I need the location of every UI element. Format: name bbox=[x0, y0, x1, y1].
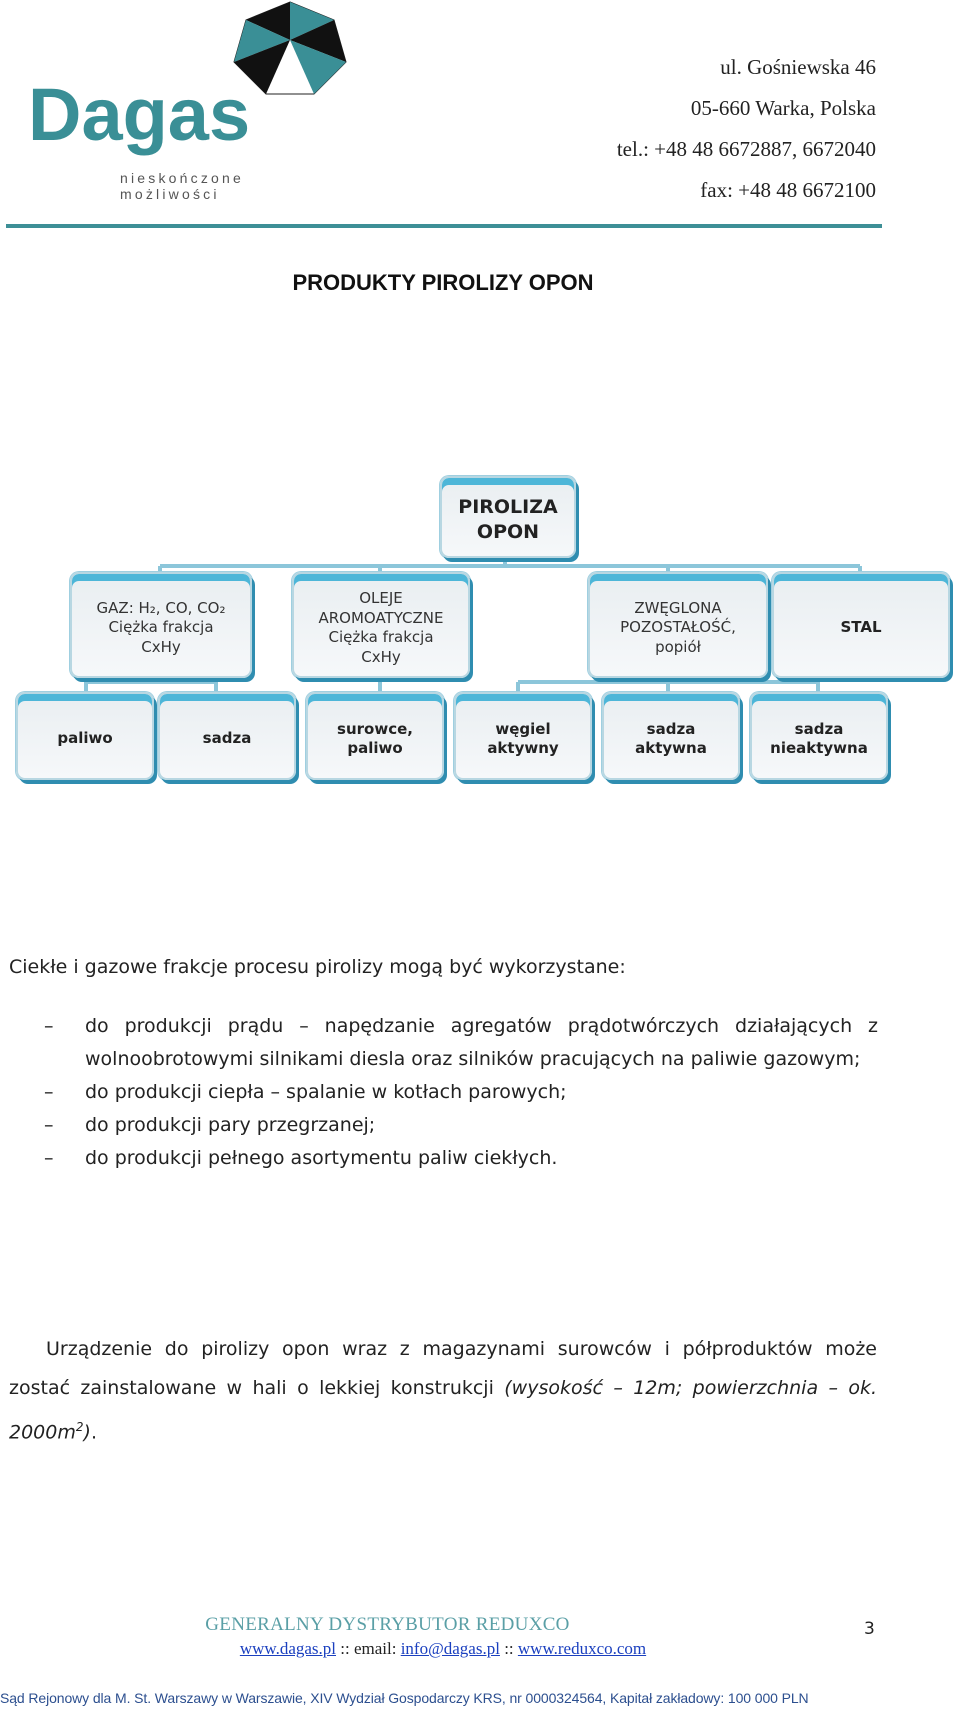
node-label: paliwo bbox=[57, 729, 113, 748]
diagram-node-paliwo bbox=[16, 692, 154, 780]
list-dash: – bbox=[44, 1147, 54, 1169]
diagram-node-sadza bbox=[158, 692, 296, 780]
node-label: GAZ: H₂, CO, CO₂ bbox=[96, 598, 226, 617]
paragraph-italic-end: ) bbox=[83, 1421, 91, 1444]
list-item bbox=[44, 1109, 878, 1142]
address-phone: tel.: +48 48 6672887, 6672040 bbox=[616, 137, 876, 161]
superscript: 2 bbox=[75, 1420, 84, 1434]
header-divider bbox=[6, 224, 882, 228]
node-label: nieaktywna bbox=[770, 739, 868, 757]
node-label: CxHy bbox=[361, 647, 401, 666]
address-street: ul. Gośniewska 46 bbox=[720, 55, 876, 79]
diagram-node-oleje bbox=[292, 572, 470, 678]
list-dash: – bbox=[44, 1114, 54, 1136]
list-item-text: do produkcji prądu – napędzanie agregatów prądotwórczych działających z wolnoobrotowymi silnikami diesla oraz silników pracujących na paliwie gazowym; bbox=[85, 1015, 878, 1070]
list-item-text: do produkcji ciepła – spalanie w kotłach parowych; bbox=[85, 1081, 567, 1103]
node-label: Ciężka frakcja bbox=[108, 618, 214, 637]
email-link[interactable]: info@dagas.pl bbox=[400, 1639, 500, 1658]
company-logo bbox=[28, 0, 348, 200]
node-label: OLEJE bbox=[359, 589, 403, 607]
diagram-node-piroliza-opon bbox=[440, 476, 576, 558]
list-item bbox=[44, 1142, 878, 1175]
diagram-node-surowce bbox=[306, 692, 444, 780]
address-fax: fax: +48 48 6672100 bbox=[700, 178, 876, 202]
list-item-text: do produkcji pary przegrzanej; bbox=[85, 1114, 376, 1136]
website-link[interactable]: www.dagas.pl bbox=[239, 1639, 337, 1658]
list-dash: – bbox=[44, 1081, 54, 1103]
diagram-node-wegiel bbox=[454, 692, 592, 780]
reduxco-link[interactable]: www.reduxco.com bbox=[517, 1639, 647, 1658]
diagram-node-stal bbox=[772, 572, 950, 678]
diagram-node-sadza-aktywna bbox=[602, 692, 740, 780]
list-dash: – bbox=[44, 1015, 54, 1037]
footer-title: GENERALNY DYSTRYBUTOR REDUXCO bbox=[205, 1614, 570, 1635]
node-label: aktywny bbox=[487, 739, 559, 757]
list-item bbox=[44, 1076, 878, 1109]
diagram-node-sadza-nieaktywna bbox=[750, 692, 888, 780]
legal-notice: Sąd Rejonowy dla M. St. Warszawy w Warszawie, XIV Wydział Gospodarczy KRS, nr 0000324564, Kapitał zakładowy: 100 000 PLN bbox=[0, 1690, 809, 1706]
logo-wordmark: Dagas bbox=[28, 73, 251, 156]
list-item-text: do produkcji pełnego asortymentu paliw ciekłych. bbox=[85, 1147, 558, 1169]
company-address bbox=[617, 52, 876, 216]
node-label: sadza bbox=[646, 719, 696, 738]
page-title: PRODUKTY PIROLIZY OPON bbox=[292, 270, 594, 295]
list-item bbox=[44, 1010, 878, 1076]
node-label: aktywna bbox=[635, 739, 707, 757]
installation-paragraph bbox=[9, 1330, 877, 1452]
node-label: STAL bbox=[840, 618, 882, 637]
logo-tagline: nieskończone możliwości bbox=[120, 170, 245, 202]
node-label: popiół bbox=[655, 637, 701, 656]
node-label: Ciężka frakcja bbox=[328, 628, 434, 646]
node-label: PIROLIZA OPON bbox=[458, 496, 558, 543]
node-label: surowce, bbox=[337, 719, 413, 738]
diagram-node-zweglona bbox=[588, 572, 768, 678]
footer-separator: :: bbox=[499, 1639, 518, 1658]
node-label: CxHy bbox=[141, 637, 181, 656]
paragraph-end: . bbox=[90, 1421, 97, 1444]
paragraph-text: Urządzenie do pirolizy opon wraz z magazynami surowców i półproduktów może zostać zainstalowane w hali o lekkiej konstrukcji bbox=[9, 1338, 877, 1399]
footer-separator: :: email: bbox=[336, 1639, 401, 1658]
node-label: paliwo bbox=[347, 739, 403, 757]
address-city: 05-660 Warka, Polska bbox=[690, 96, 876, 120]
intro-paragraph: Ciekłe i gazowe frakcje procesu pirolizy mogą być wykorzystane: bbox=[9, 956, 626, 978]
footer-links bbox=[0, 1639, 886, 1659]
diagram-node-gaz bbox=[70, 572, 252, 678]
node-label: sadza bbox=[202, 729, 252, 748]
node-label: POZOSTAŁOŚĆ, bbox=[620, 618, 736, 637]
node-label: AROMOATYCZNE bbox=[318, 608, 444, 627]
node-label: węgiel bbox=[495, 719, 551, 738]
node-label: ZWĘGLONA bbox=[634, 598, 722, 617]
uses-list bbox=[44, 1010, 878, 1175]
page-number: 3 bbox=[864, 1619, 875, 1639]
pyrolysis-diagram bbox=[0, 470, 960, 790]
node-label: sadza bbox=[794, 719, 844, 738]
paragraph-italic: (wysokość – 12m; powierzchnia – ok. 2000m bbox=[9, 1377, 878, 1444]
